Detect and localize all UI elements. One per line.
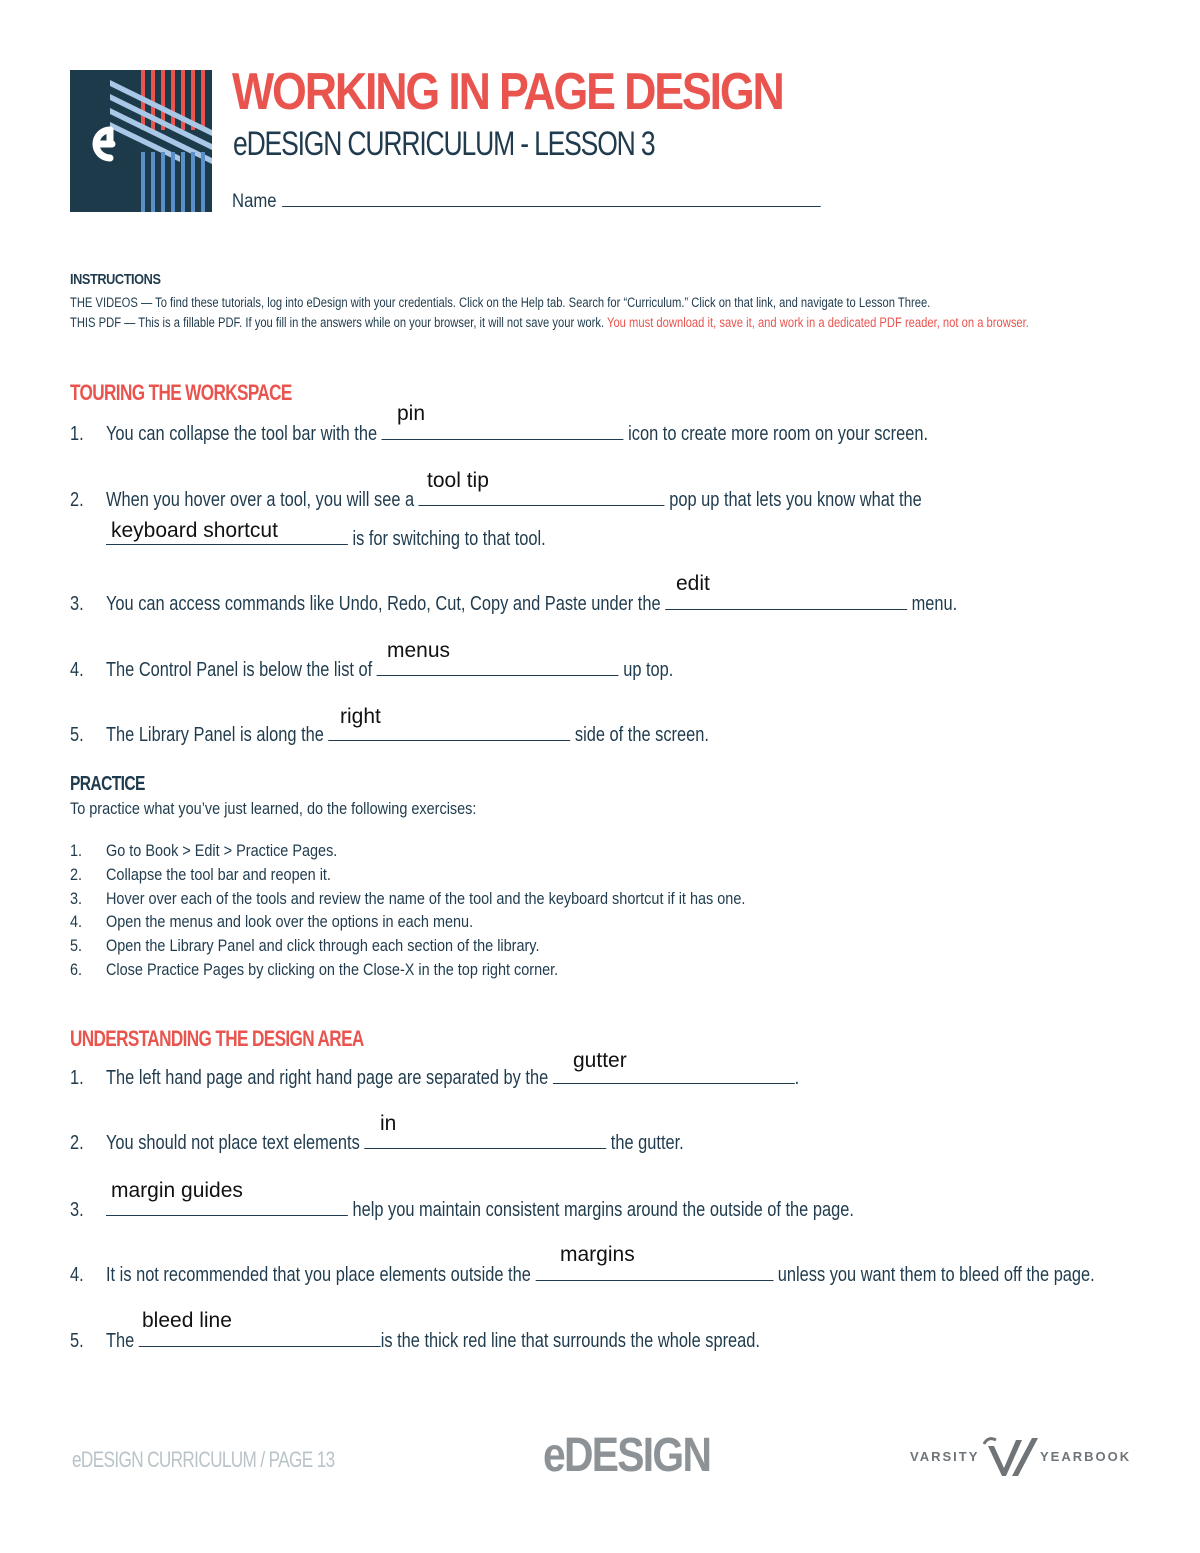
edesign-logo <box>70 70 212 212</box>
design-q5 <box>106 1331 760 1351</box>
touring-q5-number: 5. <box>70 724 84 746</box>
practice-item-2: Collapse the tool bar and reopen it. <box>106 865 331 884</box>
practice-item-5-number: 5. <box>70 936 83 955</box>
touring-q5-before: The Library Panel is along the <box>106 724 324 746</box>
name-label: Name <box>232 191 277 212</box>
design-q4-number: 4. <box>70 1264 84 1286</box>
practice-item-4: Open the menus and look over the options in each menu. <box>106 912 474 931</box>
design-q3 <box>106 1200 854 1220</box>
touring-q4-number: 4. <box>70 659 84 681</box>
design-q5-number: 5. <box>70 1330 84 1352</box>
design-q1 <box>106 1068 799 1088</box>
touring-q3-answer[interactable]: edit <box>676 572 710 595</box>
name-field[interactable] <box>232 190 820 213</box>
touring-q4-answer[interactable]: menus <box>387 639 451 662</box>
practice-item-5: Open the Library Panel and click through each section of the library. <box>106 936 540 955</box>
design-q4 <box>106 1265 1095 1285</box>
design-q1-number: 1. <box>70 1067 84 1089</box>
practice-item-1: Go to Book > Edit > Practice Pages. <box>106 841 338 860</box>
instructions-pdf-text: THIS PDF — This is a fillable PDF. If you fill in the answers while on your browser, it will not save your work. <box>70 315 605 330</box>
varsity-label: VARSITY <box>910 1449 980 1464</box>
instructions-videos: THE VIDEOS — To find these tutorials, log into eDesign with your credentials. Click on the Help tab. Search for “Curriculum.” Click on that link, and navigate to Lesson Three. <box>70 295 931 310</box>
design-q4-before: It is not recommended that you place elements outside the <box>106 1264 531 1286</box>
touring-q4 <box>106 660 673 680</box>
practice-item-2-number: 2. <box>70 865 83 884</box>
design-q2-blank[interactable] <box>364 1134 606 1149</box>
practice-heading: PRACTICE <box>70 773 145 795</box>
touring-q4-blank[interactable] <box>377 661 619 676</box>
touring-q3-before: You can access commands like Undo, Redo, Cut, Copy and Paste under the <box>106 593 661 615</box>
yearbook-label: YEARBOOK <box>1040 1449 1132 1464</box>
touring-q2-answer[interactable]: tool tip <box>427 469 489 492</box>
design-q2-before: You should not place text elements <box>106 1132 360 1154</box>
touring-q2-number: 2. <box>70 489 84 511</box>
varsity-v-icon <box>982 1432 1042 1482</box>
practice-item-3-number: 3. <box>70 889 83 908</box>
touring-q1-number: 1. <box>70 423 84 445</box>
design-q2-after: the gutter. <box>610 1132 684 1154</box>
design-q3-answer[interactable]: margin guides <box>111 1179 243 1202</box>
practice-item-1-number: 1. <box>70 841 83 860</box>
design-q5-after: is the thick red line that surrounds the whole spread. <box>380 1330 760 1352</box>
instructions-pdf-warning: You must download it, save it, and work in a dedicated PDF reader, not on a browser. <box>607 315 1029 330</box>
touring-q1-after: icon to create more room on your screen. <box>628 423 929 445</box>
practice-item-3: Hover over each of the tools and review the name of the tool and the keyboard shortcut if it has one. <box>106 889 746 908</box>
design-q3-blank[interactable] <box>106 1201 348 1216</box>
touring-q2-answer2[interactable]: keyboard shortcut <box>111 519 278 542</box>
design-q5-blank[interactable] <box>139 1332 381 1347</box>
varsity-yearbook-logo <box>910 1432 1132 1482</box>
touring-q2 <box>106 490 922 510</box>
touring-q3-number: 3. <box>70 593 84 615</box>
page-subtitle: eDESIGN CURRICULUM - LESSON 3 <box>233 125 655 163</box>
practice-intro: To practice what you’ve just learned, do the following exercises: <box>70 799 477 818</box>
design-q4-blank[interactable] <box>535 1266 773 1281</box>
design-q2-number: 2. <box>70 1132 84 1154</box>
design-q5-answer[interactable]: bleed line <box>142 1309 232 1332</box>
design-q4-answer[interactable]: margins <box>560 1243 635 1266</box>
touring-q5-after: side of the screen. <box>574 724 709 746</box>
touring-q1-answer[interactable]: pin <box>397 402 426 425</box>
touring-q2-line2-after: is for switching to that tool. <box>352 528 546 550</box>
footer-page-label: eDESIGN CURRICULUM / PAGE 13 <box>72 1447 335 1472</box>
touring-q1 <box>106 424 928 444</box>
practice-item-6-number: 6. <box>70 960 83 979</box>
practice-item-4-number: 4. <box>70 912 83 931</box>
touring-q3-blank[interactable] <box>665 595 907 610</box>
touring-q5 <box>106 725 709 745</box>
touring-q3 <box>106 594 957 614</box>
touring-q4-before: The Control Panel is below the list of <box>106 659 373 681</box>
touring-q1-before: You can collapse the tool bar with the <box>106 423 378 445</box>
practice-item-6: Close Practice Pages by clicking on the Close-X in the top right corner. <box>106 960 559 979</box>
design-q5-before: The <box>106 1330 135 1352</box>
touring-q2-after: pop up that lets you know what the <box>669 489 922 511</box>
design-q2 <box>106 1133 684 1153</box>
design-q3-after: help you maintain consistent margins around the outside of the page. <box>352 1199 854 1221</box>
touring-q3-after: menu. <box>911 593 958 615</box>
instructions-pdf <box>70 315 1029 330</box>
touring-q2-blank[interactable] <box>419 491 665 506</box>
design-q1-after: . <box>794 1067 800 1089</box>
page-title: WORKING IN PAGE DESIGN <box>232 63 783 121</box>
touring-q5-blank[interactable] <box>328 726 570 741</box>
design-q1-answer[interactable]: gutter <box>573 1049 627 1072</box>
design-q2-answer[interactable]: in <box>380 1112 397 1135</box>
touring-heading: TOURING THE WORKSPACE <box>70 380 292 405</box>
design-q1-before: The left hand page and right hand page are separated by the <box>106 1067 549 1089</box>
instructions-heading: INSTRUCTIONS <box>70 271 161 288</box>
touring-q4-after: up top. <box>623 659 674 681</box>
touring-q5-answer[interactable]: right <box>340 705 381 728</box>
touring-q2-before: When you hover over a tool, you will see a <box>106 489 415 511</box>
design-q4-after: unless you want them to bleed off the page. <box>777 1264 1095 1286</box>
touring-q1-blank[interactable] <box>382 425 624 440</box>
design-area-heading: UNDERSTANDING THE DESIGN AREA <box>70 1026 364 1051</box>
footer-edesign-logo: eDESIGN <box>543 1429 711 1482</box>
design-q3-number: 3. <box>70 1199 84 1221</box>
name-input-line[interactable] <box>282 190 821 207</box>
